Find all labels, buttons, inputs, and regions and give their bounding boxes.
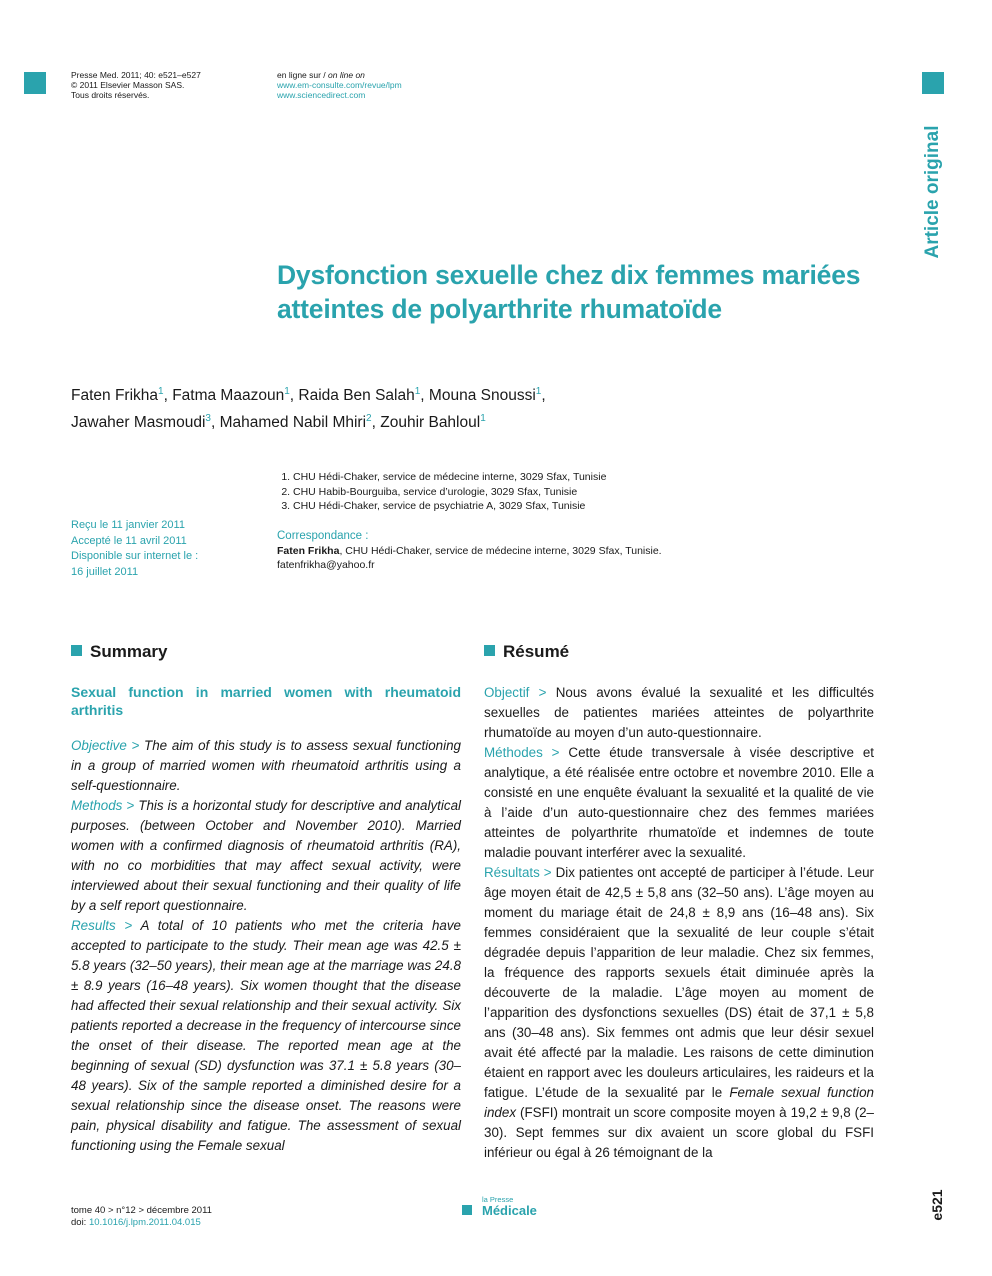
resume-paragraph: Résultats > Dix patientes ont accepté de participer à l’étude. Leur âge moyen était de 42,5 ± 5,8 ans (32–50 ans). L’âge moyen au moment du mariage était de 24,8 ± 8,9 ans (16–48 ans). Six femmes considéraient que la sexualité de leur couple s’était dégradée depuis l’apparition de leur maladie. Chez six femmes, la fréquence des rapports sexuels était diminuée après la découverte de la maladie. L’âge moyen au moment de l’apparition des dysfonctions sexuelles (DS) était de 37,1 ± 5,8 ans (30–48 ans). Six femmes ont admis que leur désir sexuel avait été affecté par la maladie. Les raisons de cette diminution étaient en rapport avec les douleurs articulaires, les raideurs et la fatigue. L’étude de la sexualité par le Female sexual function index (FSFI) montrait un score composite moyen à 19,2 ± 9,8 (2–30). Sept femmes sur dix avaient un score global du FSFI inférieur ou égal à 26 témoignant de la <box>484 865 874 1160</box>
resume-paragraph: Méthodes > Cette étude transversale à visée descriptive et analytique, a été réalisée entre octobre et novembre 2010. Elle a consisté en une enquête évaluant la sexualité et la qualité de vie à l’aide d’un auto-questionnaire chez des femmes mariées atteintes de polyarthrite rhumatoïde et indemnes de toute maladie pouvant interférer avec la sexualité. <box>484 745 874 860</box>
footer-issue-info: tome 40 > n°12 > décembre 2011 doi: 10.1016/j.lpm.2011.04.015 <box>71 1205 212 1228</box>
author: Mouna Snoussi$^1$, <box>428 386 546 405</box>
summary-paragraph: Results > A total of 10 patients who met the criteria have accepted to participate to the study. Their mean age was 42.5 ± 5.8 years (32–50 years), their mean age at the marriage was 24.8 ± 8.9 years (16–48 years). Six women thought that the disease had affected their sexual relationship and their sexual activity. Six patients reported a decrease in the frequency of intercourse since the onset of their disease. The reported mean age at the beginning of sexual (SD) dysfunction was 37.1 ± 5.8 years (30–48 years). Six of the sample reported a diminished desire for a sexual relationship since the disease onset. The reasons were pain, physical disability and fatigue. The assessment of sexual functioning using the Female sexual <box>71 918 461 1153</box>
article-type-label: Article original <box>922 125 943 259</box>
section-marker <box>484 645 495 656</box>
author: Jawaher Masmoudi$^3$, <box>71 413 220 432</box>
resume-heading: Résumé <box>484 642 874 662</box>
corner-square-right <box>922 72 944 94</box>
correspondence: Correspondance : Faten Frikha, CHU Hédi-Chaker, service de médecine interne, 3029 Sfax, Tunisie. fatenfrikha@yahoo.fr <box>277 529 897 573</box>
summary-paragraph: Methods > This is a horizontal study for descriptive and analytical purposes. (between October and November 2010). Married women with a confirmed diagnosis of rheumatoid arthritis (RA), with no co morbidities that may affect sexual activity, were interviewed about their sexual functioning and their quality of life by a self report questionnaire. <box>71 798 461 913</box>
journal-citation: Presse Med. 2011; 40: e521–e527 © 2011 Elsevier Masson SAS. Tous droits réservés. <box>71 70 201 100</box>
author: Fatma Maazoun$^1$, <box>172 386 299 405</box>
correspondence-name: Faten Frikha <box>277 544 340 557</box>
page-number: e521 <box>929 1189 945 1221</box>
affiliation-item: 2. CHU Habib-Bourguiba, service d’urologie, 3029 Sfax, Tunisie <box>293 485 877 500</box>
corner-square-left <box>24 72 46 94</box>
resume-body <box>484 683 874 1163</box>
summary-heading: Summary <box>71 642 461 662</box>
link-sciencedirect[interactable]: www.sciencedirect.com <box>277 90 366 100</box>
author: Raida Ben Salah$^1$, <box>298 386 429 405</box>
section-marker <box>71 645 82 656</box>
article-title: Dysfonction sexuelle chez dix femmes mariées atteintes de polyarthrite rhumatoïde <box>277 260 861 324</box>
summary-body <box>71 736 461 1156</box>
resume-paragraph: Objectif > Nous avons évalué la sexualité et les difficultés sexuelles de patientes mariées atteintes de polyarthrite rhumatoïde au moyen d’un auto-questionnaire. <box>484 685 874 740</box>
affiliation-item: 3. CHU Hédi-Chaker, service de psychiatrie A, 3029 Sfax, Tunisie <box>293 499 877 514</box>
affiliations <box>277 470 877 514</box>
author: Zouhir Bahloul$^1$ <box>380 413 486 432</box>
link-em-consulte[interactable]: www.em-consulte.com/revue/lpm <box>277 80 402 90</box>
affiliation-item: 1. CHU Hédi-Chaker, service de médecine interne, 3029 Sfax, Tunisie <box>293 470 877 485</box>
author: Mahamed Nabil Mhiri$^2$, <box>219 413 381 432</box>
online-links: en ligne sur / on line on www.em-consulte.com/revue/lpm www.sciencedirect.com <box>277 70 402 100</box>
doi-link[interactable]: 10.1016/j.lpm.2011.04.015 <box>88 1216 201 1228</box>
summary-column <box>71 642 461 1156</box>
author: Faten Frikha$^1$, <box>71 386 173 405</box>
summary-paragraph: Objective > The aim of this study is to assess sexual functioning in a group of married women with rheumatoid arthritis using a self-questionnaire. <box>71 738 462 793</box>
correspondence-label: Correspondance : <box>277 530 369 542</box>
logo-square <box>462 1205 472 1215</box>
issue-line: tome 40 > n°12 > décembre 2011 <box>71 1205 212 1216</box>
article-dates: Reçu le 11 janvier 2011 Accepté le 11 avril 2011 Disponible sur internet le : 16 juillet 2011 <box>71 519 199 578</box>
correspondence-email[interactable]: fatenfrikha@yahoo.fr <box>277 559 375 571</box>
summary-subtitle: Sexual function in married women with rheumatoid arthritis <box>71 684 461 718</box>
resume-column <box>484 642 874 1163</box>
author-line-2 <box>71 407 631 434</box>
author-list <box>71 380 631 434</box>
author-line-1 <box>71 380 631 407</box>
